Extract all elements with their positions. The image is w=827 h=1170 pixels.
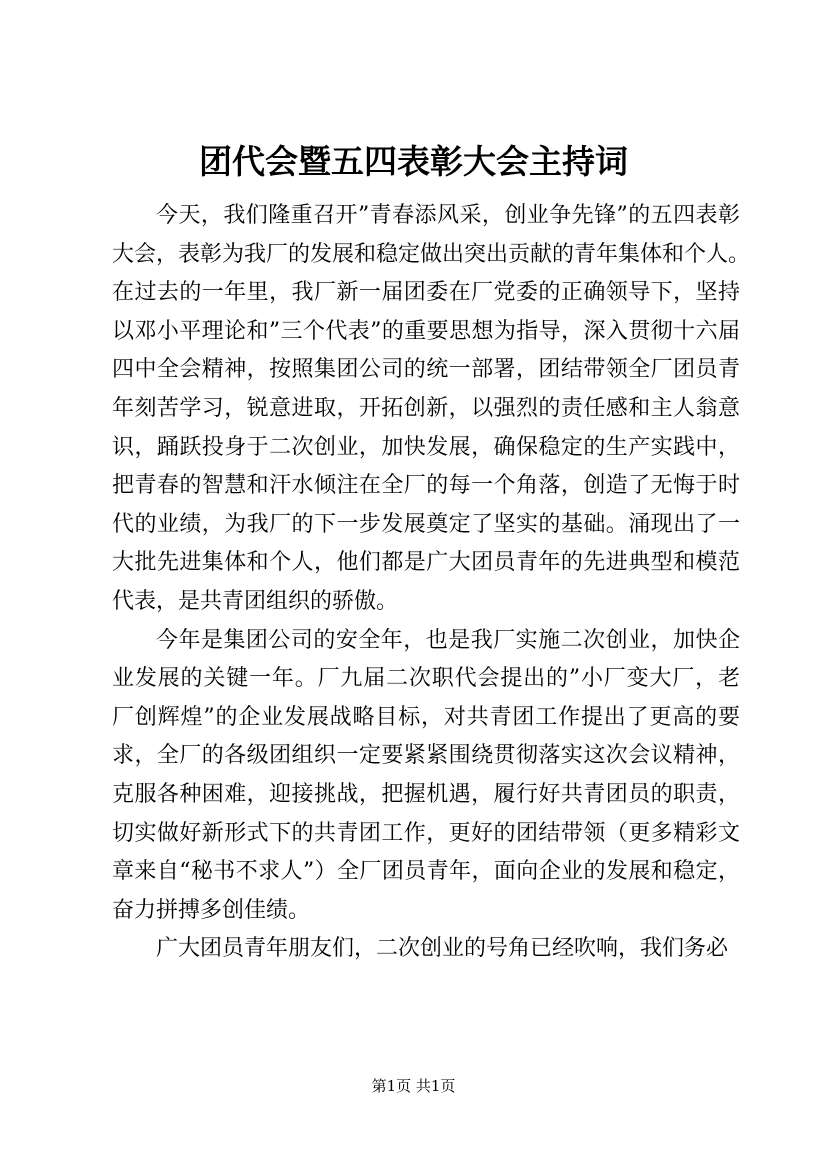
- text-line: 代表，是共青团组织的骄傲。: [112, 588, 399, 614]
- text-line: 切实做好新形式下的共青团工作，更好的团结带领（更多精彩文: [112, 820, 740, 846]
- text-line: 业发展的关键一年。厂九届二次职代会提出的”小厂变大厂，老: [112, 666, 740, 692]
- paragraph-1: [112, 197, 751, 622]
- text-line: 克服各种困难，迎接挑战，把握机遇，履行好共青团员的职责，: [112, 781, 740, 807]
- document-body: [112, 197, 751, 969]
- text-line: 今天，我们隆重召开”青春添风采，创业争先锋”的五四表彰: [156, 203, 740, 228]
- document-title: 团代会暨五四表彰大会主持词: [199, 142, 628, 181]
- text-line: 识，踊跃投身于二次创业，加快发展，确保稳定的生产实践中，: [112, 434, 740, 460]
- text-line: 求，全厂的各级团组织一定要紧紧围绕贯彻落实这次会议精神，: [112, 743, 740, 769]
- text-line: 章来自“秘书不求人”）全厂团员青年，面向企业的发展和稳定，: [112, 859, 740, 885]
- paragraph-2: [112, 622, 740, 931]
- text-line: 今年是集团公司的安全年，也是我厂实施二次创业，加快企: [156, 627, 740, 653]
- text-line: 以邓小平理论和”三个代表”的重要思想为指导，深入贯彻十六届: [112, 318, 740, 344]
- text-line: 大批先进集体和个人，他们都是广大团员青年的先进典型和模范: [112, 550, 740, 576]
- text-line: 年刻苦学习，锐意进取，开拓创新，以强烈的责任感和主人翁意: [112, 395, 740, 421]
- paragraph-3: [112, 930, 740, 969]
- text-line: 在过去的一年里，我厂新一届团委在厂党委的正确领导下，坚持: [112, 280, 740, 306]
- text-line: 广大团员青年朋友们，二次创业的号角已经吹响，我们务必: [156, 936, 729, 962]
- text-line: 奋力拼搏多创佳绩。: [112, 897, 311, 923]
- text-line: 四中全会精神，按照集团公司的统一部署，团结带领全厂团员青: [112, 357, 740, 383]
- text-line: 大会，表彰为我厂的发展和稳定做出突出贡献的青年集体和个人。: [112, 241, 751, 267]
- page-number: 第1页 共1页: [371, 1077, 456, 1095]
- text-line: 代的业绩，为我厂的下一步发展奠定了坚实的基础。涌现出了一: [112, 511, 740, 537]
- text-line: 厂创辉煌”的企业发展战略目标，对共青团工作提出了更高的要: [112, 704, 740, 730]
- text-line: 把青春的智慧和汗水倾注在全厂的每一个角落，创造了无悔于时: [112, 473, 740, 499]
